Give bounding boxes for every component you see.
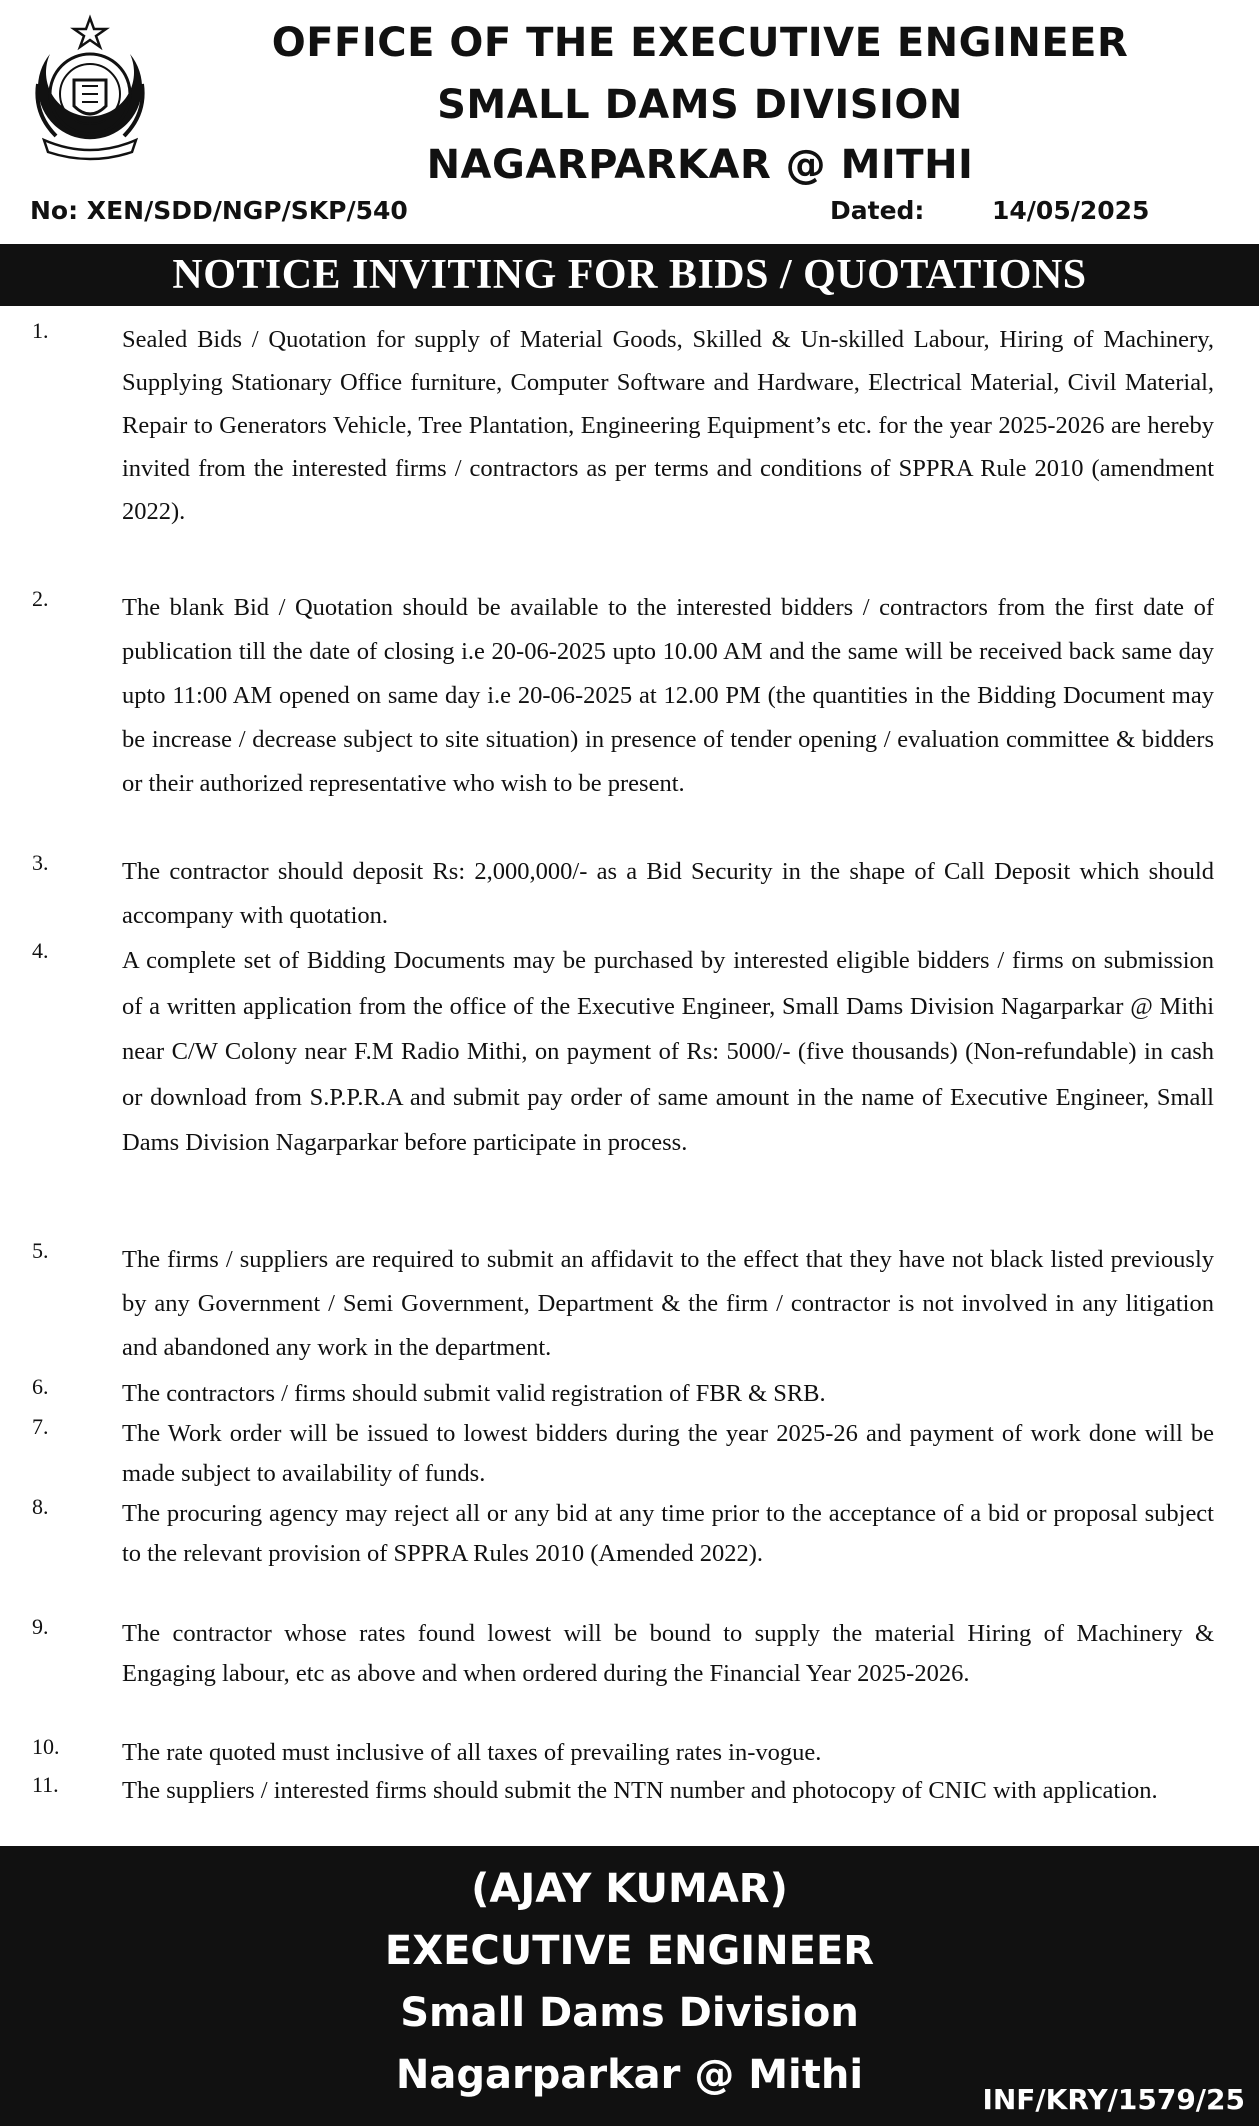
item-text: The contractor should deposit Rs: 2,000,000/- as a Bid Security in the shape of Call Deposit which should accompany with quotation. — [122, 858, 1214, 929]
reference-number: No: XEN/SDD/NGP/SKP/540 — [30, 196, 408, 225]
government-of-sindh-emblem-icon — [16, 14, 164, 164]
item-number: 7. — [32, 1414, 49, 1439]
item-number: 11. — [32, 1772, 59, 1797]
inf-reference: INF/KRY/1579/25 — [982, 2083, 1245, 2116]
item-text: The contractors / firms should submit valid registration of FBR & SRB. — [122, 1380, 826, 1407]
item-number: 10. — [32, 1734, 60, 1759]
reference-row — [30, 196, 1230, 236]
notice-date: 14/05/2025 — [992, 196, 1150, 225]
location-title: NAGARPARKAR @ MITHI — [426, 142, 974, 188]
item-text: Sealed Bids / Quotation for supply of Material Goods, Skilled & Un-skilled Labour, Hiring of Machinery, Supplying Stationary Office furniture, Computer Software and Hardware, Electrical Material, Civil Material, Repair to Generators Vehicle, Tree Plantation, Engineering Equipment’s etc. for the year 2025-2026 are hereby invited from the interested firms / contractors as per terms and conditions of SPPRA Rule 2010 (amendment 2022). — [122, 326, 1214, 525]
signatory-division: Small Dams Division — [400, 1990, 859, 2036]
signatory-name: (AJAY KUMAR) — [471, 1866, 788, 1912]
item-text: A complete set of Bidding Documents may be purchased by interested eligible bidders / firms on submission of a written application from the office of the Executive Engineer, Small Dams Division Nagarparkar @ Mithi near C/W Colony near F.M Radio Mithi, on payment of Rs: 5000/- (five thousands) (Non-refundable) in cash or download from S.P.P.R.A and submit pay order of same amount in the name of Executive Engineer, Small Dams Division Nagarparkar before participate in process. — [122, 947, 1214, 1156]
signatory-location: Nagarparkar @ Mithi — [395, 2052, 864, 2098]
item-text: The blank Bid / Quotation should be available to the interested bidders / contractors from the first date of publication till the date of closing i.e 20-06-2025 upto 10.00 AM and the same will be received back same day upto 11:00 AM opened on same day i.e 20-06-2025 at 12.00 PM (the quantities in the Bidding Document may be increase / decrease subject to site situation) in presence of tender opening / evaluation committee & bidders or their authorized representative who wish to be present. — [122, 594, 1214, 797]
signatory-designation: EXECUTIVE ENGINEER — [384, 1928, 875, 1974]
item-number: 6. — [32, 1374, 49, 1399]
item-number: 1. — [32, 318, 49, 343]
office-title: OFFICE OF THE EXECUTIVE ENGINEER — [271, 20, 1129, 66]
notice-title-bar: NOTICE INVITING FOR BIDS / QUOTATIONS — [0, 244, 1259, 306]
dated-label: Dated: — [830, 196, 925, 225]
item-text: The contractor whose rates found lowest will be bound to supply the material Hiring of Machinery & Engaging labour, etc as above and when ordered during the Financial Year 2025-2026. — [122, 1620, 1214, 1687]
item-text: The rate quoted must inclusive of all taxes of prevailing rates in-vogue. — [122, 1739, 822, 1766]
item-text: The suppliers / interested firms should submit the NTN number and photocopy of CNIC with application. — [122, 1777, 1158, 1804]
item-number: 8. — [32, 1494, 49, 1519]
item-text: The Work order will be issued to lowest bidders during the year 2025-26 and payment of work done will be made subject to availability of funds. — [122, 1420, 1214, 1487]
header — [0, 0, 1259, 242]
item-number: 3. — [32, 850, 49, 875]
division-title: SMALL DAMS DIVISION — [437, 82, 963, 128]
item-number: 4. — [32, 938, 49, 963]
item-text: The firms / suppliers are required to submit an affidavit to the effect that they have not black listed previously by any Government / Semi Government, Department & the firm / contractor is not involved in any litigation and abandoned any work in the department. — [122, 1246, 1214, 1361]
item-number: 2. — [32, 586, 49, 611]
item-number: 9. — [32, 1614, 49, 1639]
item-text: The procuring agency may reject all or any bid at any time prior to the acceptance of a bid or proposal subject to the relevant provision of SPPRA Rules 2010 (Amended 2022). — [122, 1500, 1214, 1567]
signature-block — [0, 1846, 1259, 2126]
item-number: 5. — [32, 1238, 49, 1263]
